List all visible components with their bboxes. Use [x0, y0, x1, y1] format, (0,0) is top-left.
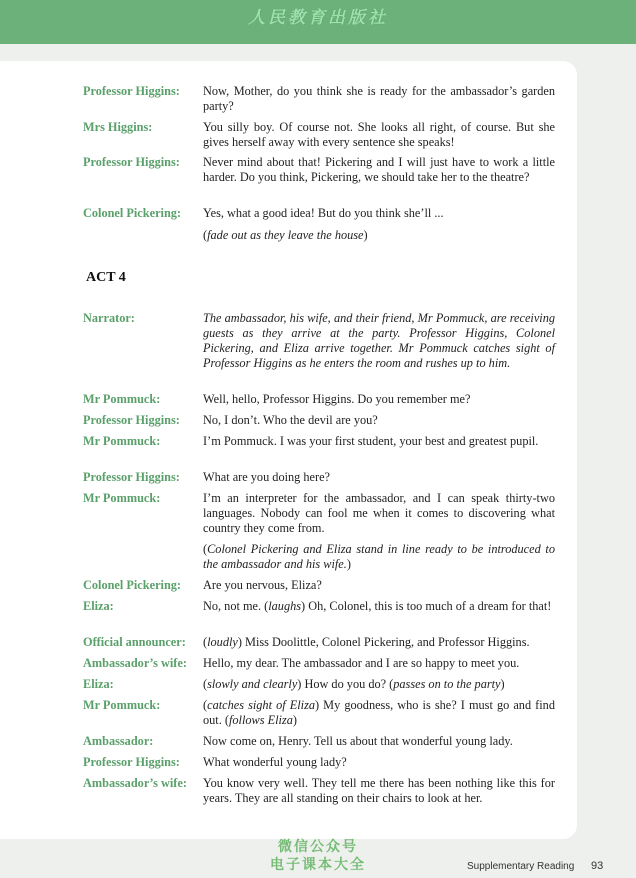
speaker-name: Ambassador: [83, 734, 154, 748]
speaker-name: Ambassador’s wife: [83, 776, 187, 790]
speaker-name: Eliza: [83, 599, 114, 613]
dialogue-line: Now come on, Henry. Tell us about that wonderful young lady. [203, 734, 513, 748]
dialogue-line: You silly boy. Of course not. She looks all right, of course. But she gives herself away with every sentence she speaks! [203, 120, 555, 149]
wechat-line-2: 电子课本大全 [270, 857, 366, 873]
page-number: 93 [591, 860, 604, 872]
header-band [0, 0, 636, 44]
publisher-logo-text: 人民教育出版社 [248, 8, 388, 28]
speaker-name: Professor Higgins: [83, 413, 180, 427]
speaker-name: Mrs Higgins: [83, 120, 153, 134]
speaker-name: Professor Higgins: [83, 84, 180, 98]
speaker-name: Ambassador’s wife: [83, 656, 187, 670]
dialogue-line: Are you nervous, Eliza? [203, 578, 322, 592]
speaker-name: Narrator: [83, 311, 135, 325]
speaker-name: Official announcer: [83, 635, 186, 649]
speaker-name: Mr Pommuck: [83, 434, 161, 448]
dialogue-line: (loudly) Miss Doolittle, Colonel Pickering, and Professor Higgins. [203, 635, 530, 649]
dialogue-line: Hello, my dear. The ambassador and I are so happy to meet you. [203, 656, 520, 670]
dialogue-line: Never mind about that! Pickering and I will just have to work a little harder. Do you think, Pickering, we should take her to the theatre? [203, 155, 555, 184]
speaker-name: Eliza: [83, 677, 114, 691]
speaker-name: Colonel Pickering: [83, 206, 182, 220]
speaker-name: Professor Higgins: [83, 755, 180, 769]
footer-section-label: Supplementary Reading [467, 861, 575, 872]
dialogue-line: (catches sight of Eliza) My goodness, who is she? I must go and find out. (follows Eliza) [203, 698, 555, 727]
dialogue-line: What wonderful young lady? [203, 755, 347, 769]
speaker-name: Professor Higgins: [83, 155, 180, 169]
speaker-name: Mr Pommuck: [83, 491, 161, 505]
speaker-name: Mr Pommuck: [83, 392, 161, 406]
speaker-name: Professor Higgins: [83, 470, 180, 484]
dialogue-line: What are you doing here? [203, 470, 331, 484]
dialogue-line: Yes, what a good idea! But do you think she’ll ... [203, 206, 444, 220]
dialogue-line: I’m an interpreter for the ambassador, and I can speak thirty-two languages. Nobody can fool me when it comes to discovering what country they come from. [203, 491, 555, 535]
dialogue-line: No, not me. (laughs) Oh, Colonel, this is too much of a dream for that! [203, 599, 552, 613]
dialogue-line: (slowly and clearly) How do you do? (passes on to the party) [203, 677, 505, 691]
act-heading: ACT 4 [86, 270, 126, 285]
speaker-name: Mr Pommuck: [83, 698, 161, 712]
dialogue-line: Well, hello, Professor Higgins. Do you remember me? [203, 392, 471, 406]
dialogue-line: You know very well. They tell me there has been nothing like this for years. They are all standing on their chairs to look at her. [203, 776, 555, 805]
wechat-line-1: 微信公众号 [278, 839, 358, 855]
stage-direction: (Colonel Pickering and Eliza stand in line ready to be introduced to the ambassador and his wife.) [203, 542, 555, 571]
dialogue-line: I’m Pommuck. I was your first student, your best and greatest pupil. [203, 434, 539, 448]
speaker-name: Colonel Pickering: [83, 578, 182, 592]
dialogue-line: No, I don’t. Who the devil are you? [203, 413, 378, 427]
stage-direction: (fade out as they leave the house) [203, 228, 368, 242]
dialogue-line: The ambassador, his wife, and their friend, Mr Pommuck, are receiving guests as they arrive at the party. Professor Higgins, Colonel Pickering, and Eliza arrive together. Mr Pommuck catches sight of Professor Higgins as he enters the room and rushes up to him. [203, 311, 555, 370]
dialogue-line: Now, Mother, do you think she is ready for the ambassador’s garden party? [203, 84, 555, 113]
